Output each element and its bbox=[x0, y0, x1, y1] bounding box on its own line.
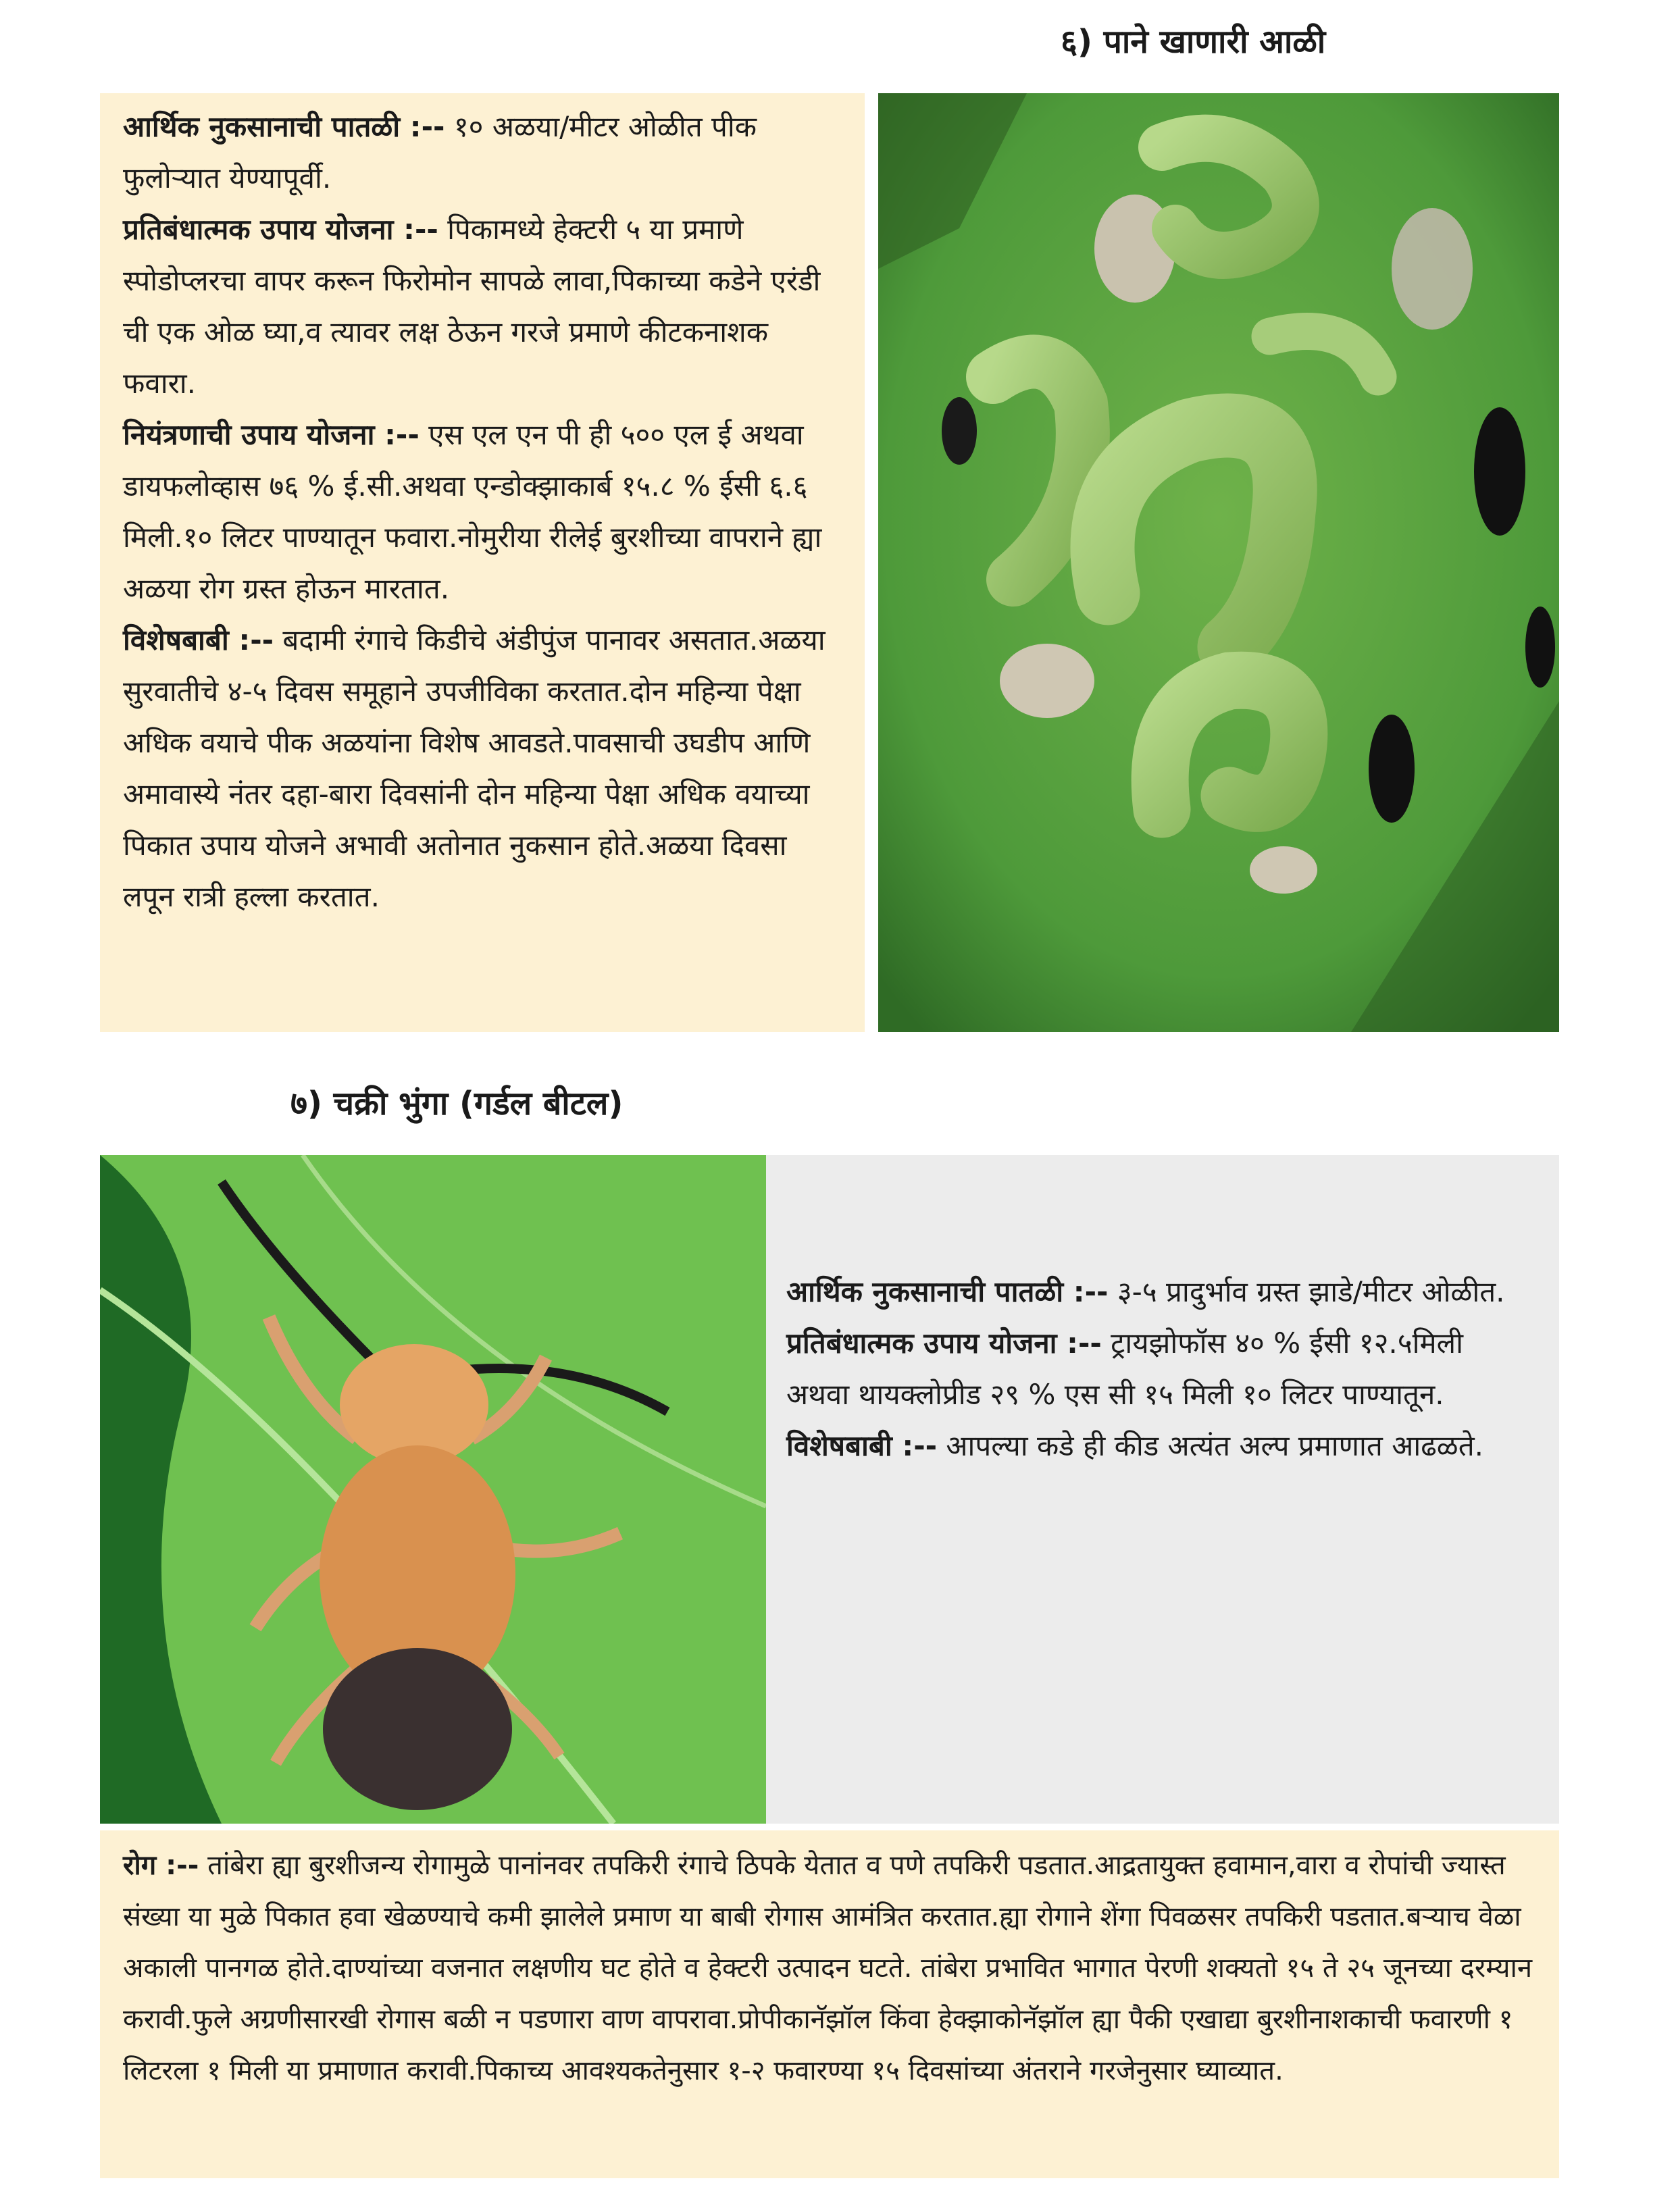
special-text: आपल्या कडे ही कीड अत्यंत अल्प प्रमाणात आढळते. bbox=[937, 1429, 1483, 1462]
threshold-label: आर्थिक नुकसानाची पातळी :-- bbox=[123, 110, 445, 143]
section6-special bbox=[123, 615, 844, 923]
disease-label: रोग :-- bbox=[123, 1850, 199, 1881]
prevention-label: प्रतिबंधात्मक उपाय योजना :-- bbox=[123, 213, 438, 246]
control-text: एस एल एन पी ही ५०० एल ई अथवा डायफलोव्हास ७६ % ई.सी.अथवा एन्डोक्झाकार्ब १५.८ % ईसी ६.६ मिली.१० लिटर पाण्यातून फवारा.नोमुरीया रीलेई बुरशीच्या वापराने ह्या अळया रोग ग्रस्त होऊन मारतात. bbox=[123, 418, 822, 605]
caterpillar-photo bbox=[878, 93, 1559, 1032]
section6-control bbox=[123, 409, 844, 615]
section7-special bbox=[786, 1420, 1532, 1472]
section7-info-panel bbox=[766, 1155, 1559, 1824]
special-text: बदामी रंगाचे किडीचे अंडीपुंज पानावर असतात.अळया सुरवातीचे ४-५ दिवस समूहाने उपजीविका करतात.दोन महिन्या पेक्षा अधिक वयाचे पीक अळयांना विशेष आवडते.पावसाची उघडीप आणि अमावास्ये नंतर दहा-बारा दिवसांनी दोन महिन्या पेक्षा अधिक वयाच्या पिकात उपाय योजने अभावी अतोनात नुकसान होते.अळया दिवसा लपून रात्री हल्ला करतात. bbox=[123, 623, 826, 913]
special-label: विशेषबाबी :-- bbox=[786, 1429, 938, 1462]
section6-info-panel bbox=[100, 93, 865, 1032]
beetle-photo bbox=[100, 1155, 766, 1824]
control-label: नियंत्रणाची उपाय योजना :-- bbox=[123, 418, 420, 451]
special-label: विशेषबाबी :-- bbox=[123, 623, 274, 657]
disease-panel bbox=[100, 1830, 1559, 2178]
prevention-label: प्रतिबंधात्मक उपाय योजना :-- bbox=[786, 1327, 1102, 1360]
disease-text: तांबेरा ह्या बुरशीजन्य रोगामुळे पानांनवर तपकिरी रंगाचे ठिपके येतात व पणे तपकिरी पडतात.आद्रतायुक्त हवामान,वारा व रोपांची ज्यास्त संख्या या मुळे पिकात हवा खेळण्याचे कमी झालेले प्रमाण या बाबी रोगास आमंत्रित करतात.ह्या रोगाने शेंगा पिवळसर तपकिरी पडतात.बऱ्याच वेळा अकाली पानगळ होते.दाण्यांच्या वजनात लक्षणीय घट होते व हेक्टरी उत्पादन घटते. तांबेरा प्रभावित भागात पेरणी शक्यतो १५ ते २५ जूनच्या दरम्यान करावी.फुले अग्रणीसारखी रोगास बळी न पडणारा वाण वापरावा.प्रोपीकानॅझॉल किंवा हेक्झाकोनॅझॉल ह्या पैकी एखाद्या बुरशीनाशकाची फवारणी १ लिटरला १ मिली या प्रमाणात करावी.पिकाच्य आवश्यकतेनुसार १-२ फवारण्या १५ दिवसांच्या अंतराने गरजेनुसार घ्याव्यात. bbox=[123, 1850, 1533, 2086]
threshold-text: ३-५ प्रादुर्भाव ग्रस्त झाडे/मीटर ओळीत. bbox=[1108, 1275, 1505, 1308]
section7-title: ७) चक्री भुंगा (गर्डल बीटल) bbox=[290, 1085, 624, 1123]
threshold-label: आर्थिक नुकसानाची पातळी :-- bbox=[786, 1275, 1109, 1308]
section6-prevention bbox=[123, 204, 844, 409]
section7-prevention bbox=[786, 1318, 1532, 1420]
section6-threshold bbox=[123, 101, 844, 204]
section7-threshold bbox=[786, 1266, 1532, 1318]
section6-title: ६) पाने खाणारी आळी bbox=[1061, 23, 1326, 61]
prevention-text: ट्रायझोफॉस ४० % ईसी १२.५मिली अथवा थायक्लोप्रीड २९ % एस सी १५ मिली १० लिटर पाण्यातून. bbox=[786, 1327, 1463, 1411]
threshold-text: १० अळया/मीटर ओळीत पीक फुलोऱ्यात येण्यापूर्वी. bbox=[123, 110, 757, 195]
disease-paragraph bbox=[123, 1840, 1536, 2097]
prevention-text: पिकामध्ये हेक्टरी ५ या प्रमाणे स्पोडोप्लरचा वापर करून फिरोमोन सापळे लावा,पिकाच्या कडेने एरंडी ची एक ओळ घ्या,व त्यावर लक्ष ठेऊन गरजे प्रमाणे कीटकनाशक फवारा. bbox=[123, 213, 821, 400]
